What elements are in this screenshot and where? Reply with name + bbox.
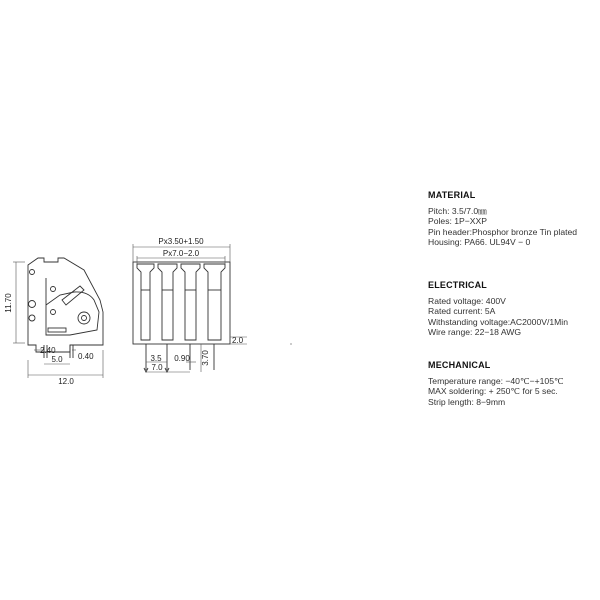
material-section (428, 190, 598, 247)
front-pitch-b: 7.0 (151, 363, 163, 372)
side-width-label: 12.0 (58, 377, 74, 386)
mechanical-section (428, 360, 598, 407)
electrical-section (428, 280, 598, 337)
side-view-hole-b (51, 310, 56, 315)
front-top-dim-2: Px7.0−2.0 (162, 249, 200, 258)
front-view-pole-1 (137, 264, 154, 340)
mechanical-line: MAX soldering: + 250℃ for 5 sec. (428, 386, 558, 397)
mechanical-line: Strip length: 8−9mm (428, 396, 506, 407)
side-view-pivot-inner (82, 316, 87, 321)
front-top-dim-1: Px3.50+1.50 (158, 237, 204, 246)
electrical-line: Withstanding voltage:AC2000V/1Min (428, 316, 568, 327)
side-view-slot (48, 328, 66, 332)
side-view-contact (62, 286, 84, 305)
front-pitch-a: 3.5 (150, 354, 162, 363)
electrical-heading: ELECTRICAL (428, 280, 487, 290)
side-view-hole-top (30, 270, 35, 275)
electrical-line: Wire range: 22−18 AWG (428, 326, 522, 337)
material-line: Pitch: 3.5/7.0㎜ (428, 206, 487, 217)
material-line: Pin header:Phosphor bronze Tin plated (428, 226, 578, 237)
front-pin-width: 0.90 (174, 354, 190, 363)
material-line: Housing: PA66. UL94V − 0 (428, 236, 531, 247)
side-height-label: 11.70 (4, 293, 13, 313)
front-pin-offset: 2.0 (232, 336, 244, 345)
electrical-line: Rated voltage: 400V (428, 296, 506, 307)
front-view-pole-2 (158, 264, 177, 340)
side-offset-b-label: 0.40 (78, 352, 94, 361)
front-pin-length: 3.70 (201, 350, 210, 366)
mechanical-line: Temperature range: −40℃−+105℃ (428, 376, 564, 387)
material-heading: MATERIAL (428, 190, 476, 200)
mechanical-heading: MECHANICAL (428, 360, 491, 370)
side-view-hole-a (51, 287, 56, 292)
side-view-hole-mid (29, 301, 36, 308)
front-view-pole-4 (204, 264, 225, 340)
side-view (28, 258, 103, 358)
material-line: Poles: 1P−XXP (428, 216, 487, 227)
front-view-pole-3 (181, 264, 200, 340)
front-view-body (133, 262, 230, 344)
front-view-dimensions (133, 244, 292, 372)
side-pin-span-label: 5.0 (51, 355, 63, 364)
side-view-pivot (78, 312, 90, 324)
side-offset-a-label: 2.40 (40, 346, 56, 355)
electrical-line: Rated current: 5A (428, 306, 496, 317)
side-view-hole-low (29, 315, 35, 321)
